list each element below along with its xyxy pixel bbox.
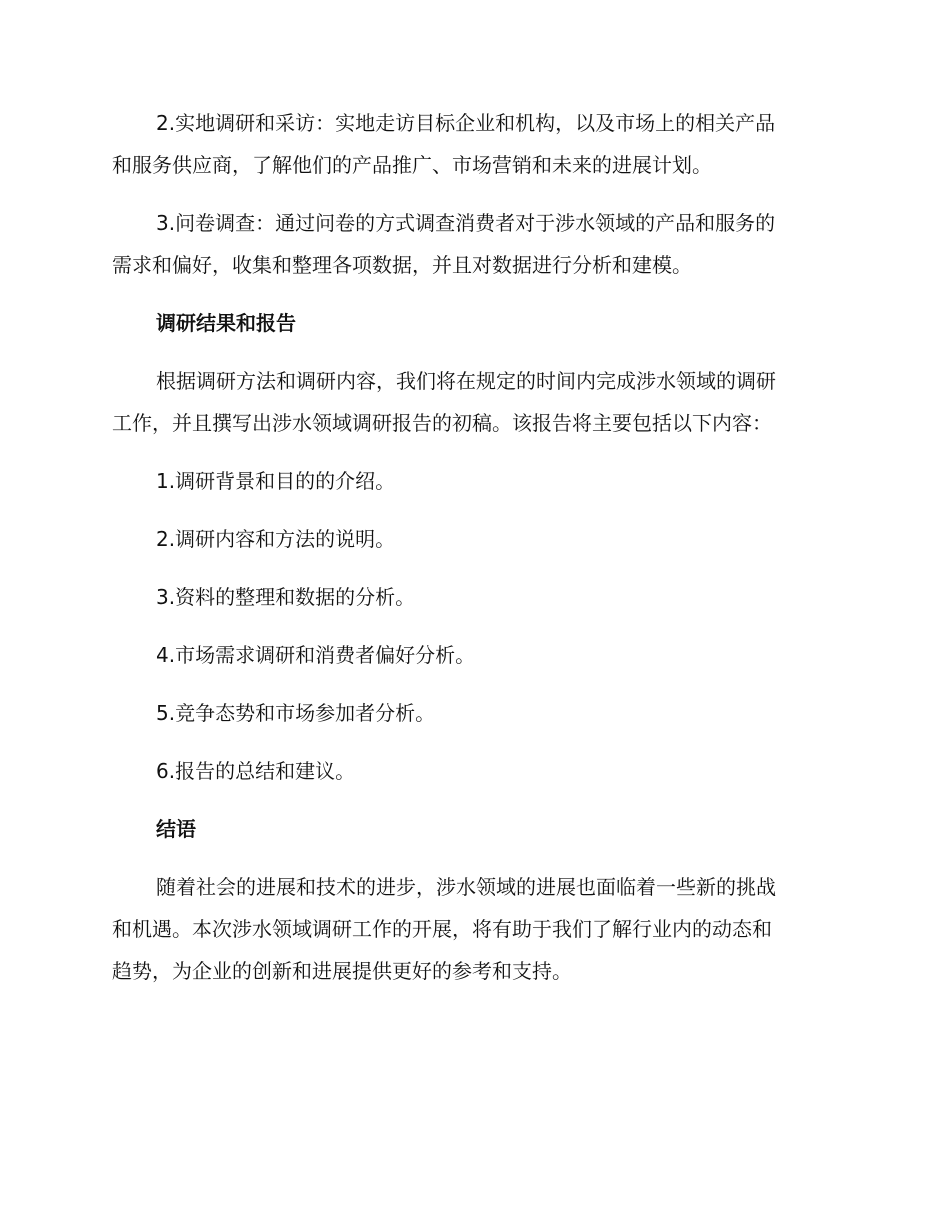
list-item: 5.竞争态势和市场参加者分析。 — [156, 701, 436, 725]
paragraph-line: 和机遇。本次涉水领域调研工作的开展，将有助于我们了解行业内的动态和 — [112, 917, 772, 941]
paragraph-line: 和服务供应商，了解他们的产品推广、市场营销和未来的进展计划。 — [112, 153, 712, 177]
list-item: 3.资料的整理和数据的分析。 — [156, 585, 416, 609]
paragraph-line: 根据调研方法和调研内容，我们将在规定的时间内完成涉水领域的调研 — [156, 369, 776, 393]
list-item: 6.报告的总结和建议。 — [156, 759, 356, 783]
paragraph-line: 随着社会的进展和技术的进步，涉水领域的进展也面临着一些新的挑战 — [156, 875, 776, 899]
section-heading: 结语 — [156, 817, 196, 841]
paragraph-line: 工作，并且撰写出涉水领域调研报告的初稿。该报告将主要包括以下内容： — [112, 411, 772, 435]
paragraph-line: 需求和偏好，收集和整理各项数据，并且对数据进行分析和建模。 — [112, 253, 692, 277]
list-item: 1.调研背景和目的的介绍。 — [156, 469, 396, 493]
list-item: 2.调研内容和方法的说明。 — [156, 527, 396, 551]
paragraph-line: 趋势，为企业的创新和进展提供更好的参考和支持。 — [112, 959, 572, 983]
section-heading: 调研结果和报告 — [156, 311, 296, 335]
paragraph-line: 3.问卷调查：通过问卷的方式调查消费者对于涉水领域的产品和服务的 — [156, 211, 776, 235]
list-item: 4.市场需求调研和消费者偏好分析。 — [156, 643, 476, 667]
paragraph-line: 2.实地调研和采访：实地走访目标企业和机构，以及市场上的相关产品 — [156, 111, 776, 135]
